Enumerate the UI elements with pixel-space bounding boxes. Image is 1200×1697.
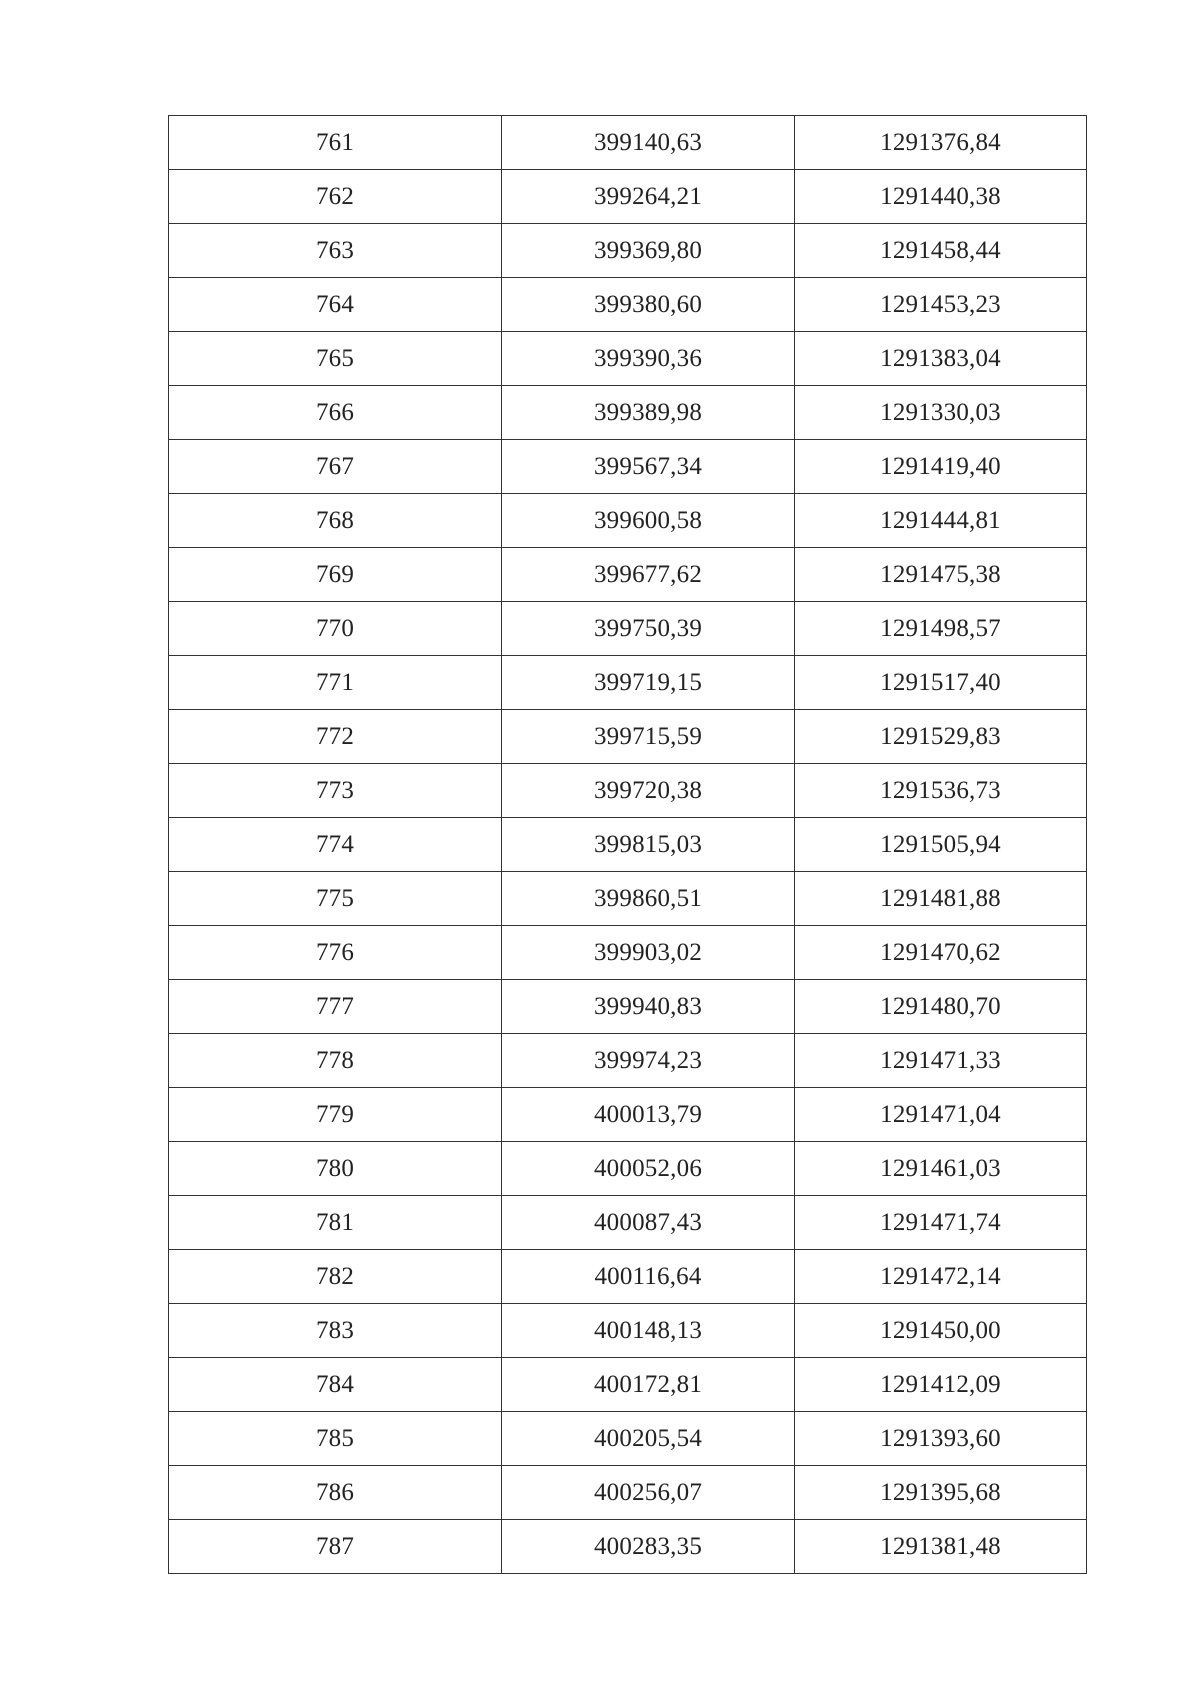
x-coordinate-cell: 400148,13: [502, 1304, 795, 1358]
point-number-cell: 771: [169, 656, 502, 710]
x-coordinate-cell: 399677,62: [502, 548, 795, 602]
point-number-cell: 761: [169, 116, 502, 170]
point-number-cell: 774: [169, 818, 502, 872]
point-number-cell: 766: [169, 386, 502, 440]
table-row: [169, 548, 1087, 602]
point-number-cell: 776: [169, 926, 502, 980]
y-coordinate-cell: 1291529,83: [795, 710, 1087, 764]
x-coordinate-cell: 400172,81: [502, 1358, 795, 1412]
table-row: [169, 656, 1087, 710]
x-coordinate-cell: 400013,79: [502, 1088, 795, 1142]
point-number-cell: 782: [169, 1250, 502, 1304]
y-coordinate-cell: 1291453,23: [795, 278, 1087, 332]
y-coordinate-cell: 1291481,88: [795, 872, 1087, 926]
y-coordinate-cell: 1291472,14: [795, 1250, 1087, 1304]
y-coordinate-cell: 1291440,38: [795, 170, 1087, 224]
table-row: [169, 386, 1087, 440]
y-coordinate-cell: 1291498,57: [795, 602, 1087, 656]
table-row: [169, 170, 1087, 224]
x-coordinate-cell: 399389,98: [502, 386, 795, 440]
point-number-cell: 780: [169, 1142, 502, 1196]
y-coordinate-cell: 1291393,60: [795, 1412, 1087, 1466]
x-coordinate-cell: 399369,80: [502, 224, 795, 278]
table-row: [169, 710, 1087, 764]
y-coordinate-cell: 1291330,03: [795, 386, 1087, 440]
x-coordinate-cell: 399600,58: [502, 494, 795, 548]
point-number-cell: 768: [169, 494, 502, 548]
x-coordinate-cell: 399940,83: [502, 980, 795, 1034]
y-coordinate-cell: 1291381,48: [795, 1520, 1087, 1574]
point-number-cell: 777: [169, 980, 502, 1034]
y-coordinate-cell: 1291471,33: [795, 1034, 1087, 1088]
table-row: [169, 872, 1087, 926]
table-row: [169, 116, 1087, 170]
y-coordinate-cell: 1291461,03: [795, 1142, 1087, 1196]
x-coordinate-cell: 400256,07: [502, 1466, 795, 1520]
point-number-cell: 785: [169, 1412, 502, 1466]
point-number-cell: 787: [169, 1520, 502, 1574]
y-coordinate-cell: 1291419,40: [795, 440, 1087, 494]
point-number-cell: 775: [169, 872, 502, 926]
x-coordinate-cell: 399903,02: [502, 926, 795, 980]
x-coordinate-cell: 399140,63: [502, 116, 795, 170]
y-coordinate-cell: 1291383,04: [795, 332, 1087, 386]
x-coordinate-cell: 399390,36: [502, 332, 795, 386]
table-row: [169, 1196, 1087, 1250]
y-coordinate-cell: 1291536,73: [795, 764, 1087, 818]
table-row: [169, 926, 1087, 980]
point-number-cell: 784: [169, 1358, 502, 1412]
point-number-cell: 765: [169, 332, 502, 386]
point-number-cell: 769: [169, 548, 502, 602]
x-coordinate-cell: 399720,38: [502, 764, 795, 818]
y-coordinate-cell: 1291444,81: [795, 494, 1087, 548]
point-number-cell: 781: [169, 1196, 502, 1250]
x-coordinate-cell: 400116,64: [502, 1250, 795, 1304]
y-coordinate-cell: 1291450,00: [795, 1304, 1087, 1358]
point-number-cell: 762: [169, 170, 502, 224]
point-number-cell: 783: [169, 1304, 502, 1358]
table-row: [169, 224, 1087, 278]
x-coordinate-cell: 400087,43: [502, 1196, 795, 1250]
y-coordinate-cell: 1291376,84: [795, 116, 1087, 170]
table-row: [169, 1250, 1087, 1304]
y-coordinate-cell: 1291458,44: [795, 224, 1087, 278]
table-row: [169, 1520, 1087, 1574]
y-coordinate-cell: 1291412,09: [795, 1358, 1087, 1412]
coordinates-table-body: [169, 116, 1087, 1574]
point-number-cell: 764: [169, 278, 502, 332]
table-row: [169, 980, 1087, 1034]
y-coordinate-cell: 1291470,62: [795, 926, 1087, 980]
x-coordinate-cell: 399750,39: [502, 602, 795, 656]
table-row: [169, 1466, 1087, 1520]
table-row: [169, 332, 1087, 386]
y-coordinate-cell: 1291475,38: [795, 548, 1087, 602]
y-coordinate-cell: 1291471,74: [795, 1196, 1087, 1250]
x-coordinate-cell: 399567,34: [502, 440, 795, 494]
y-coordinate-cell: 1291480,70: [795, 980, 1087, 1034]
table-row: [169, 1412, 1087, 1466]
x-coordinate-cell: 399264,21: [502, 170, 795, 224]
y-coordinate-cell: 1291471,04: [795, 1088, 1087, 1142]
y-coordinate-cell: 1291517,40: [795, 656, 1087, 710]
table-row: [169, 1358, 1087, 1412]
table-row: [169, 440, 1087, 494]
y-coordinate-cell: 1291395,68: [795, 1466, 1087, 1520]
coordinates-table: [168, 115, 1087, 1574]
table-row: [169, 764, 1087, 818]
x-coordinate-cell: 399380,60: [502, 278, 795, 332]
point-number-cell: 770: [169, 602, 502, 656]
x-coordinate-cell: 400205,54: [502, 1412, 795, 1466]
table-row: [169, 494, 1087, 548]
point-number-cell: 779: [169, 1088, 502, 1142]
x-coordinate-cell: 399815,03: [502, 818, 795, 872]
point-number-cell: 773: [169, 764, 502, 818]
table-row: [169, 602, 1087, 656]
x-coordinate-cell: 400283,35: [502, 1520, 795, 1574]
table-row: [169, 1034, 1087, 1088]
table-row: [169, 278, 1087, 332]
point-number-cell: 763: [169, 224, 502, 278]
point-number-cell: 772: [169, 710, 502, 764]
point-number-cell: 786: [169, 1466, 502, 1520]
table-row: [169, 818, 1087, 872]
x-coordinate-cell: 399974,23: [502, 1034, 795, 1088]
x-coordinate-cell: 399715,59: [502, 710, 795, 764]
point-number-cell: 778: [169, 1034, 502, 1088]
point-number-cell: 767: [169, 440, 502, 494]
table-row: [169, 1088, 1087, 1142]
y-coordinate-cell: 1291505,94: [795, 818, 1087, 872]
x-coordinate-cell: 399860,51: [502, 872, 795, 926]
x-coordinate-cell: 399719,15: [502, 656, 795, 710]
x-coordinate-cell: 400052,06: [502, 1142, 795, 1196]
table-row: [169, 1142, 1087, 1196]
table-row: [169, 1304, 1087, 1358]
